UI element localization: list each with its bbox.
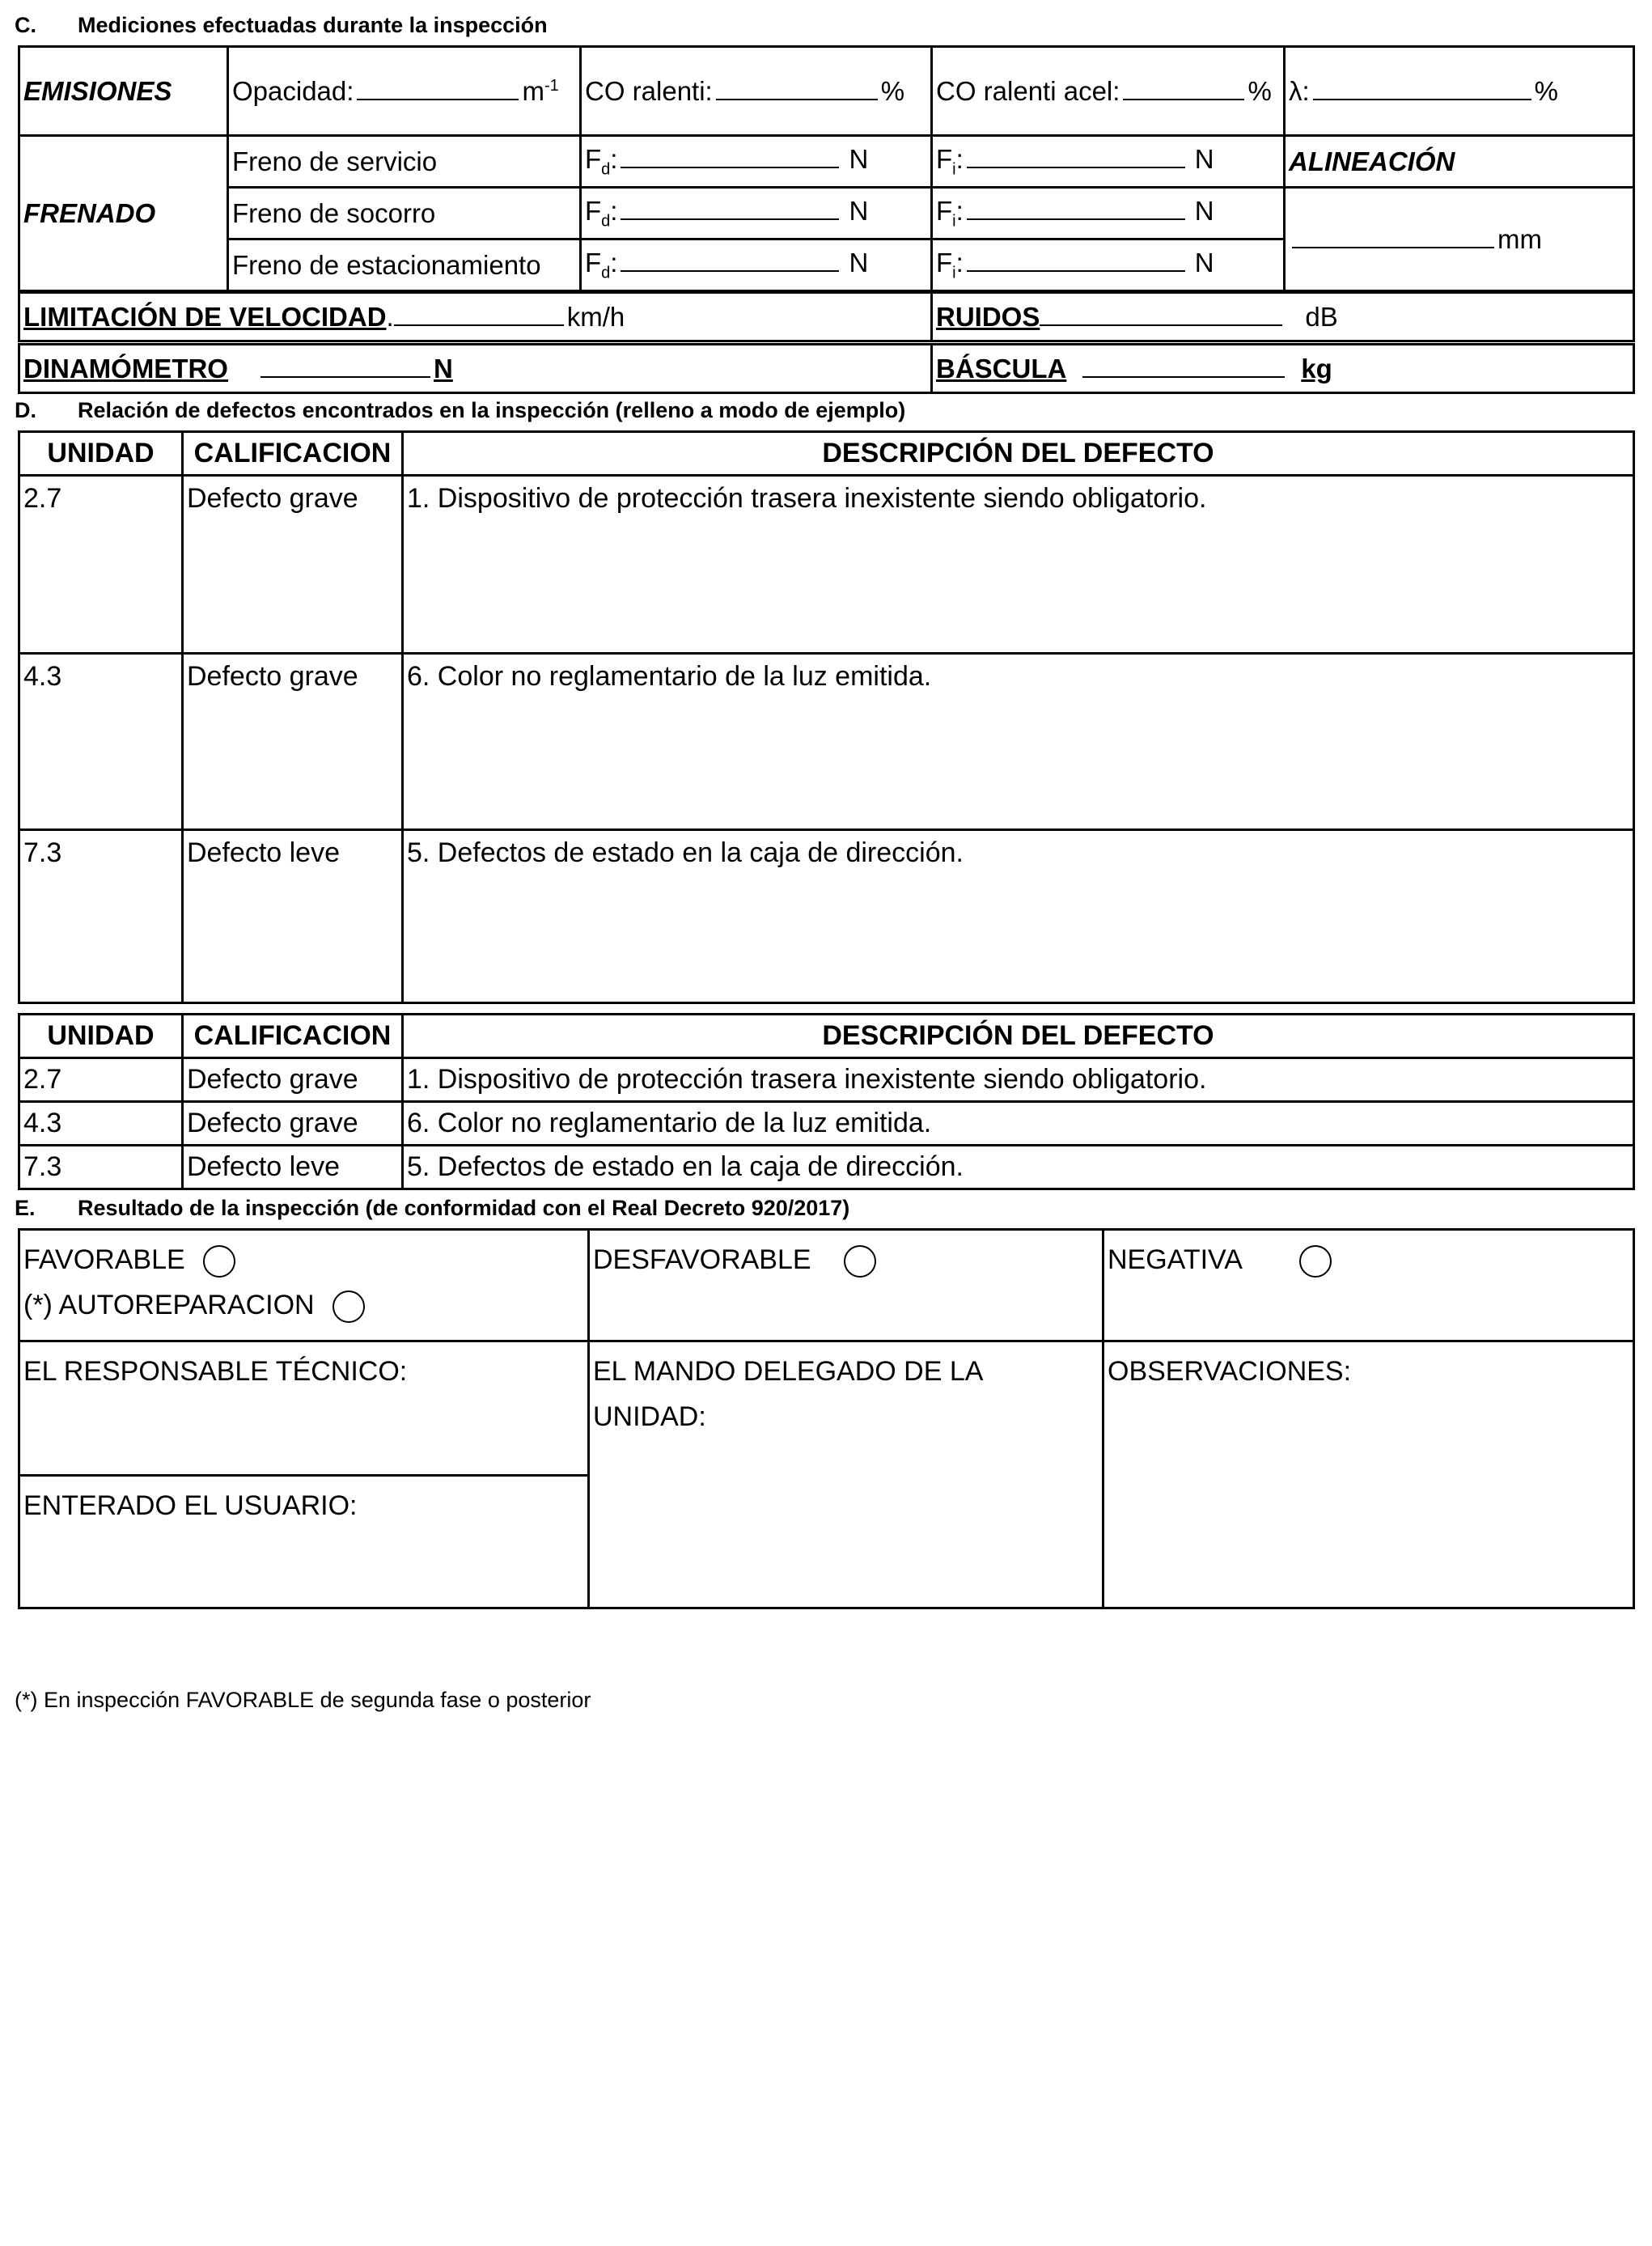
section-d-title: Relación de defectos encontrados en la inspección (relleno a modo de ejemplo) [78,398,906,422]
freno-estacionamiento-label: Freno de estacionamiento [228,239,581,291]
fd-socorro-field[interactable]: $F_d$: N [581,188,932,239]
row-calificacion: Defecto grave [183,1058,403,1102]
favorable-radio[interactable] [203,1245,235,1278]
row-calificacion: Defecto grave [183,476,403,654]
opacidad-field[interactable]: Opacidad: $m^{-1}$ [228,47,581,136]
row-descripcion: 6. Color no reglamentario de la luz emitida. [403,654,1634,830]
desfavorable-option[interactable]: DESFAVORABLE [593,1237,1099,1282]
row-descripcion: 5. Defectos de estado en la caja de dirección. [403,1146,1634,1189]
section-d-letter: D. [15,398,36,422]
freno-socorro-label: Freno de socorro [228,188,581,239]
row-unidad: 7.3 [19,830,183,1003]
fi-socorro-field[interactable]: $F_i$: N [932,188,1285,239]
lambda-field[interactable]: λ: % [1285,47,1634,136]
section-d-header [15,398,905,423]
dinamometro-table [18,343,1635,394]
table-row [19,1146,1634,1189]
negativa-radio[interactable] [1299,1245,1332,1278]
desfavorable-radio[interactable] [844,1245,876,1278]
defects-table-compact [18,1013,1635,1190]
table-row [19,1058,1634,1102]
favorable-option[interactable]: FAVORABLE [23,1237,584,1282]
row-calificacion: Defecto grave [183,1102,403,1146]
row-descripcion: 6. Color no reglamentario de la luz emitida. [403,1102,1634,1146]
row-unidad: 4.3 [19,1102,183,1146]
alineacion-label: ALINEACIÓN [1285,136,1634,188]
co-ralenti-field[interactable]: CO ralenti: % [581,47,932,136]
row-unidad: 7.3 [19,1146,183,1189]
enterado-field[interactable]: ENTERADO EL USUARIO: [19,1476,589,1608]
fi-servicio-field[interactable]: $F_i$: N [932,136,1285,188]
section-c-title: Mediciones efectuadas durante la inspección [78,13,548,37]
frenado-table [18,134,1635,292]
favorable-cell [19,1230,589,1341]
resultado-table [18,1228,1635,1609]
header-descripcion: DESCRIPCIÓN DEL DEFECTO [403,1015,1634,1058]
section-c-letter: C. [15,13,36,37]
fd-servicio-field[interactable]: $F_d$: N [581,136,932,188]
fd-estacionamiento-field[interactable]: $F_d$: N [581,239,932,291]
emisiones-label: EMISIONES [19,47,228,136]
autoreparacion-option[interactable]: (*) AUTOREPARACION [23,1282,584,1328]
row-calificacion: Defecto grave [183,654,403,830]
freno-servicio-label: Freno de servicio [228,136,581,188]
table-header-row [19,432,1634,476]
section-e-title: Resultado de la inspección (de conformidad con el Real Decreto 920/2017) [78,1196,850,1220]
negativa-cell [1103,1230,1634,1341]
frenado-label: FRENADO [19,136,228,291]
row-unidad: 2.7 [19,1058,183,1102]
co-ralenti-acel-field[interactable]: CO ralenti acel: % [932,47,1285,136]
mando-field[interactable]: EL MANDO DELEGADO DE LA UNIDAD: [589,1341,1103,1608]
table-row [19,654,1634,830]
desfavorable-cell [589,1230,1103,1341]
observaciones-field[interactable]: OBSERVACIONES: [1103,1341,1634,1608]
row-descripcion: 1. Dispositivo de protección trasera inexistente siendo obligatorio. [403,1058,1634,1102]
row-descripcion: 1. Dispositivo de protección trasera inexistente siendo obligatorio. [403,476,1634,654]
emisiones-table [18,45,1635,137]
ruidos-field[interactable]: RUIDOS dB [932,293,1634,341]
negativa-option[interactable]: NEGATIVA [1108,1237,1629,1282]
row-descripcion: 5. Defectos de estado en la caja de dirección. [403,830,1634,1003]
table-row [19,476,1634,654]
defects-table-tall [18,430,1635,1004]
limitacion-table [18,291,1635,342]
row-calificacion: Defecto leve [183,830,403,1003]
bascula-field[interactable]: BÁSCULA kg [932,345,1634,393]
footnote: (*) En inspección FAVORABLE de segunda fase o posterior [15,1688,591,1712]
fi-estacionamiento-field[interactable]: $F_i$: N [932,239,1285,291]
section-e-header [15,1196,849,1221]
header-unidad: UNIDAD [19,1015,183,1058]
alineacion-field[interactable]: mm [1285,188,1634,291]
section-e-letter: E. [15,1196,36,1220]
limitacion-field[interactable]: LIMITACIÓN DE VELOCIDAD. km/h [19,293,932,341]
header-unidad: UNIDAD [19,432,183,476]
section-c-header [15,13,548,38]
table-row [19,1102,1634,1146]
header-descripcion: DESCRIPCIÓN DEL DEFECTO [403,432,1634,476]
header-calificacion: CALIFICACION [183,1015,403,1058]
row-calificacion: Defecto leve [183,1146,403,1189]
row-unidad: 4.3 [19,654,183,830]
table-row [19,830,1634,1003]
autoreparacion-radio[interactable] [333,1290,365,1323]
responsable-field[interactable]: EL RESPONSABLE TÉCNICO: [19,1341,589,1476]
row-unidad: 2.7 [19,476,183,654]
dinamometro-field[interactable]: DINAMÓMETRO N [19,345,932,393]
table-header-row [19,1015,1634,1058]
header-calificacion: CALIFICACION [183,432,403,476]
